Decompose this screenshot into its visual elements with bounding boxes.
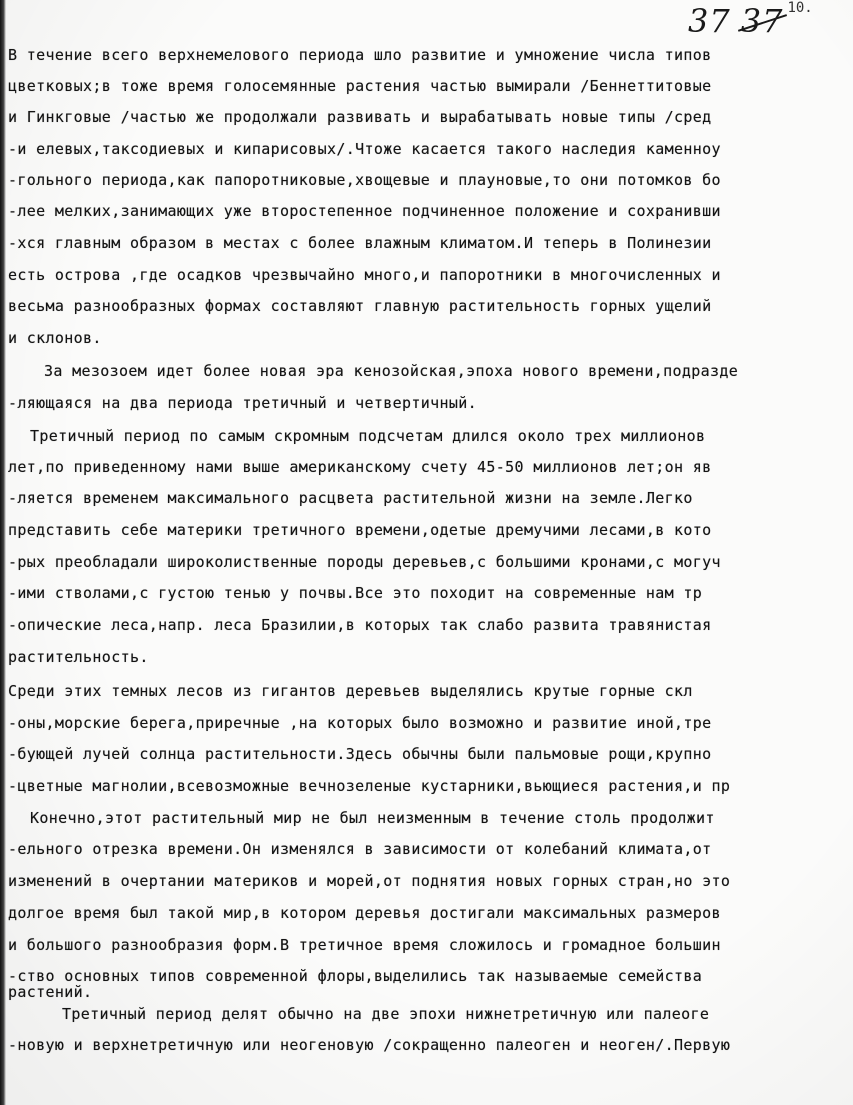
- text-line: -и елевых,таксодиевых и кипарисовых/.Чтоже касается такого наследия каменноу: [8, 140, 721, 158]
- text-line: -ляющаяся на два периода третичный и четвертичный.: [8, 394, 478, 412]
- text-line: Третичный период делят обычно на две эпохи нижнетретичную или палеоге: [62, 1005, 710, 1023]
- text-line: -опические леса,напр. леса Бразилии,в которых так слабо развита травянистая: [8, 616, 712, 634]
- text-line: растительность.: [8, 648, 149, 666]
- text-line: В течение всего верхнемелового периода шло развитие и умножение числа типов: [8, 46, 712, 64]
- text-line: долгое время был такой мир,в котором деревья достигали максимальных размеров: [8, 904, 721, 922]
- text-line: -ельного отрезка времени.Он изменялся в зависимости от колебаний климата,от: [8, 840, 712, 858]
- text-line: За мезозоем идет более новая эра кенозойская,эпоха нового времени,подразде: [44, 362, 739, 380]
- text-line: представить себе материки третичного времени,одетые дремучими лесами,в кото: [8, 521, 712, 539]
- page-number-typed: 10.: [787, 0, 813, 16]
- text-line: -цветные магнолии,всевозможные вечнозеленые кустарники,вьющиеся растения,и пр: [8, 777, 731, 795]
- text-line: -хся главным образом в местах с более влажным климатом.И теперь в Полинезии: [8, 234, 712, 252]
- text-line: -ляется временем максимального расцвета растительной жизни на земле.Легко: [8, 489, 693, 507]
- text-line: изменений в очертании материков и морей,от поднятия новых горных стран,но это: [8, 872, 731, 890]
- text-line: -новую и верхнетретичную или неогеновую /сокращенно палеоген и неоген/.Первую: [8, 1036, 731, 1054]
- text-line: Конечно,этот растительный мир не был неизменным в течение столь продолжит: [30, 809, 715, 827]
- text-line: -бующей лучей солнца растительности.Здесь обычны были пальмовые рощи,крупно: [8, 745, 712, 763]
- text-line: -гольного периода,как папоротниковые,хвощевые и плауновые,то они потомков бо: [8, 171, 721, 189]
- text-line: Третичный период по самым скромным подсчетам длился около трех миллионов: [30, 427, 706, 445]
- text-line: весьма разнообразных формах составляют главную растительность горных ущелий: [8, 297, 712, 315]
- page-number-crossed-out: 37: [740, 2, 784, 40]
- text-line: -рых преобладали широколиственные породы деревьев,с большими кронами,с могуч: [8, 553, 721, 571]
- text-line: -ство основных типов современной флоры,выделились так называемые семейства: [8, 967, 703, 985]
- text-line: -оны,морские берега,приречные ,на которых было возможно и развитие иной,тре: [8, 714, 712, 732]
- text-line: и большого разнообразия форм.В третичное время сложилось и громадное большин: [8, 936, 721, 954]
- text-line: и Гинкговые /частью же продолжали развивать и вырабатывать новые типы /сред: [8, 108, 712, 126]
- text-line: есть острова ,где осадков чрезвычайно много,и папоротники в многочисленных и: [8, 266, 721, 284]
- page-number-handwritten: 37: [688, 2, 731, 40]
- text-line: -лее мелких,занимающих уже второстепенное подчиненное положение и сохранивши: [8, 202, 721, 220]
- text-line: и склонов.: [8, 329, 102, 347]
- text-line: цветковых;в тоже время голосемянные растения частью вымирали /Беннеттитовые: [8, 77, 712, 95]
- text-line: Среди этих темных лесов из гигантов деревьев выделялись крутые горные скл: [8, 682, 693, 700]
- text-line: лет,по приведенному нами выше американскому счету 45-50 миллионов лет;он яв: [8, 458, 712, 476]
- text-line: -ими стволами,с густою тенью у почвы.Все это походит на современные нам тр: [8, 584, 703, 602]
- text-line: растений.: [8, 983, 93, 1001]
